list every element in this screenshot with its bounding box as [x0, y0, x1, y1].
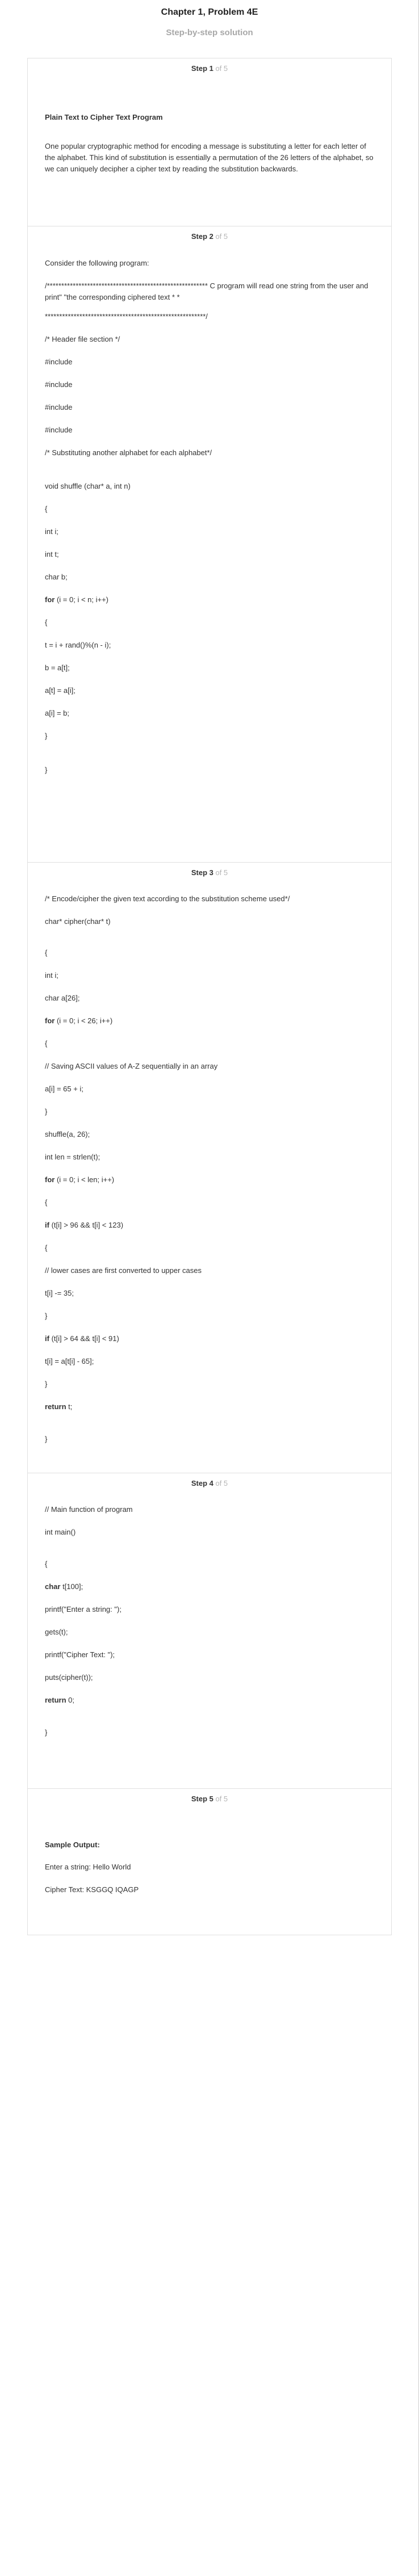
solution-text-line: {	[45, 1198, 48, 1207]
solution-text-line: Sample Output:	[45, 1840, 100, 1849]
solution-text-line: Cipher Text: KSGGQ IQAGP	[45, 1885, 139, 1894]
solution-text-line: printf("Enter a string: ");	[45, 1605, 121, 1613]
solution-text-line: a[i] = b;	[45, 709, 69, 717]
solution-text-line: }	[45, 1107, 48, 1116]
step-label: Step 2	[191, 232, 213, 241]
code-keyword: char	[45, 1582, 61, 1591]
solution-text-line: puts(cipher(t));	[45, 1673, 93, 1682]
code-keyword: for	[45, 1016, 55, 1025]
step-label: Step 4	[191, 1479, 213, 1487]
solution-text-line: }	[45, 1435, 48, 1443]
step-header	[28, 1473, 391, 1488]
solution-text-line: }	[45, 732, 48, 740]
solution-text-line: #include	[45, 426, 73, 434]
page-title: Chapter 1, Problem 4E	[161, 7, 258, 17]
solution-text-line: int main()	[45, 1528, 76, 1536]
solution-text-line: {	[45, 1039, 48, 1048]
solution-text-line: {	[45, 505, 48, 513]
solution-text-line: t = i + rand()%(n - i);	[45, 641, 111, 649]
solution-text-line: #include	[45, 403, 73, 411]
solution-text-line: /* Substituting another alphabet for each alphabet*/	[45, 448, 212, 457]
solution-text-line: char* cipher(char* t)	[45, 917, 111, 926]
step-2-section	[28, 226, 391, 862]
code-keyword: if	[45, 1221, 49, 1229]
step-header	[28, 1789, 391, 1804]
solution-text-line: gets(t);	[45, 1628, 68, 1636]
solution-text-line: int len = strlen(t);	[45, 1153, 100, 1161]
solution-text-line: return 0;	[45, 1696, 75, 1704]
code-keyword: for	[45, 595, 55, 604]
solution-text-line: /******************************************************** C program will read one string from the user and print" "the corresponding ciphered text * *	[45, 281, 371, 301]
solution-text-line: ********************************************************/	[45, 312, 208, 321]
code-keyword: return	[45, 1696, 66, 1704]
step-header	[28, 863, 391, 877]
page-subtitle: Step-by-step solution	[166, 28, 253, 37]
solution-text-line: {	[45, 618, 48, 627]
step-5-section	[28, 1788, 391, 1935]
solution-text-line: for (i = 0; i < len; i++)	[45, 1175, 115, 1184]
step-count: of 5	[213, 1795, 228, 1803]
solution-text-line: // Main function of program	[45, 1505, 133, 1514]
solution-text-line: printf("Cipher Text: ");	[45, 1650, 115, 1659]
solution-text-line: Consider the following program:	[45, 259, 149, 267]
step-1-section	[28, 58, 391, 226]
solution-text-line: t[i] = a[t[i] - 65];	[45, 1357, 94, 1365]
solution-text-line: t[i] -= 35;	[45, 1289, 74, 1297]
solution-text-line: }	[45, 766, 48, 774]
solution-text-line: for (i = 0; i < 26; i++)	[45, 1016, 113, 1025]
solution-text-line: void shuffle (char* a, int n)	[45, 482, 131, 490]
step-count: of 5	[213, 1479, 228, 1487]
step-3-section	[28, 862, 391, 1473]
solution-text-line: a[t] = a[i];	[45, 686, 76, 695]
step-4-section	[28, 1473, 391, 1788]
solution-text-line: char b;	[45, 573, 68, 581]
solution-text-line: return t;	[45, 1402, 73, 1411]
page-header	[0, 0, 419, 39]
solution-text-line: // lower cases are first converted to upper cases	[45, 1266, 202, 1275]
solution-text-line: /* Encode/cipher the given text according to the substitution scheme used*/	[45, 894, 290, 903]
solution-text-line: }	[45, 1728, 48, 1737]
solution-text-line: }	[45, 1380, 48, 1388]
step-label: Step 5	[191, 1795, 213, 1803]
solution-text-line: #include	[45, 380, 73, 389]
step-count: of 5	[213, 868, 228, 877]
solution-text-line: Enter a string: Hello World	[45, 1863, 131, 1871]
solution-text-line: char t[100];	[45, 1582, 83, 1591]
solution-text-line: {	[45, 1560, 48, 1568]
step-header	[28, 58, 391, 73]
solution-text-line: Plain Text to Cipher Text Program	[45, 113, 163, 121]
solution-text-line: char a[26];	[45, 994, 80, 1002]
step-count: of 5	[213, 232, 228, 241]
solution-text-line: }	[45, 1312, 48, 1320]
step-label: Step 1	[191, 64, 213, 73]
solution-text-line: if (t[i] > 64 && t[i] < 91)	[45, 1334, 119, 1343]
solution-text-line: int i;	[45, 527, 58, 536]
solution-text-line: // Saving ASCII values of A-Z sequentially in an array	[45, 1062, 218, 1070]
solution-text-line: shuffle(a, 26);	[45, 1130, 90, 1138]
code-keyword: for	[45, 1175, 55, 1184]
solution-text-line: /* Header file section */	[45, 335, 120, 343]
code-keyword: return	[45, 1402, 66, 1411]
step-header	[28, 226, 391, 241]
solution-text-line: {	[45, 948, 48, 957]
solution-text-line: if (t[i] > 96 && t[i] < 123)	[45, 1221, 124, 1229]
steps-container	[27, 58, 392, 1935]
solution-text-line: #include	[45, 358, 73, 366]
step-label: Step 3	[191, 868, 213, 877]
solution-text-line: {	[45, 1243, 48, 1252]
code-keyword: if	[45, 1334, 49, 1343]
solution-text-line: int i;	[45, 971, 58, 980]
solution-text-line: b = a[t];	[45, 663, 70, 672]
solution-text-line: for (i = 0; i < n; i++)	[45, 595, 108, 604]
solution-text-line: One popular cryptographic method for encoding a message is substituting a letter for each letter of the alphabet. This kind of substitution is essentially a permutation of the 26 letters of the alphabet, so we can uniquely decipher a cipher text by reading the substitution backwards.	[45, 142, 376, 173]
solution-text-line: a[i] = 65 + i;	[45, 1085, 83, 1093]
step-count: of 5	[213, 64, 228, 73]
solution-text-line: int t;	[45, 550, 59, 558]
